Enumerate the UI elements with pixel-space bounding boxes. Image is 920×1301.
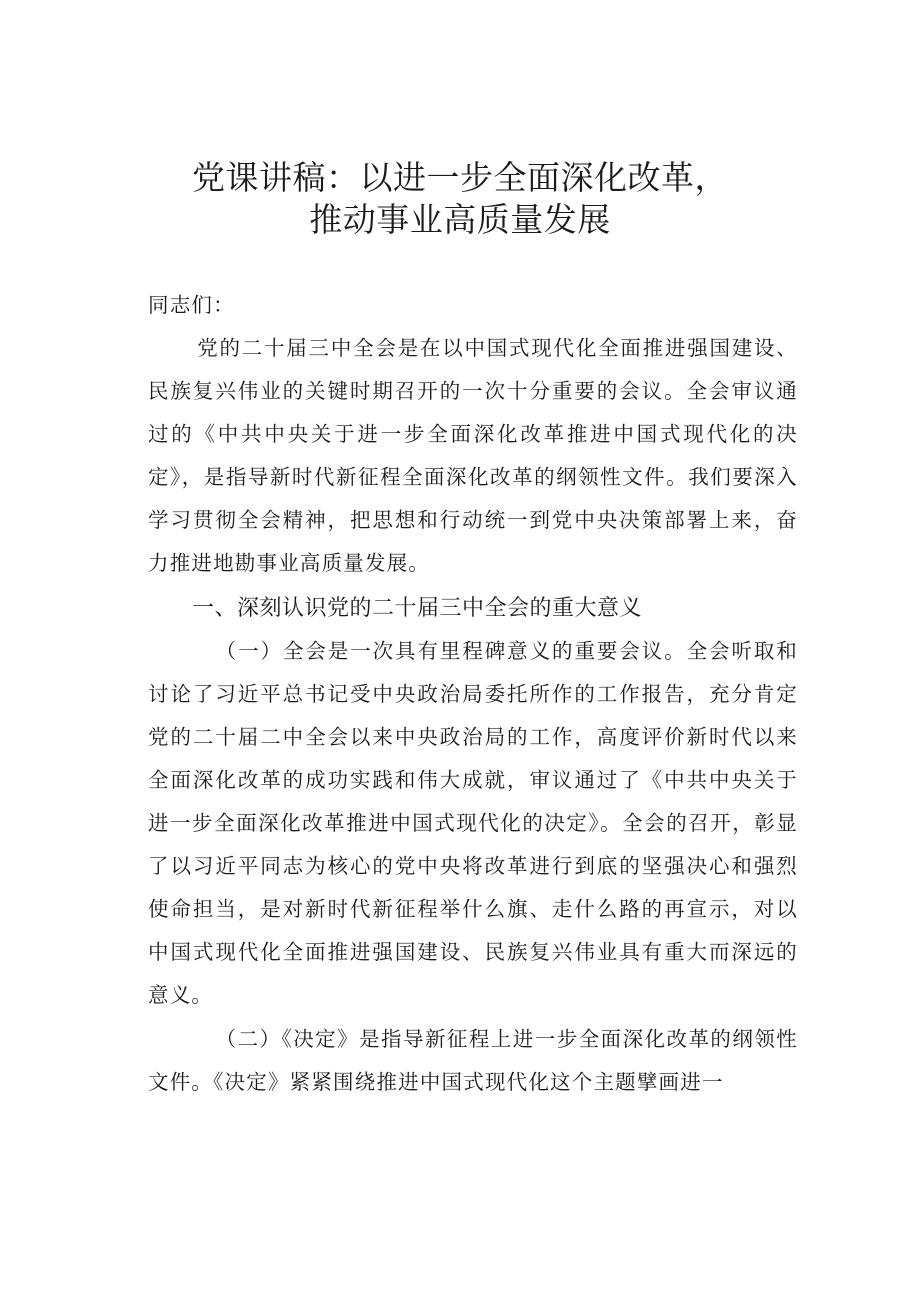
- section-heading-1: 一、深刻认识党的二十届三中全会的重大意义: [192, 596, 643, 621]
- paragraph-2: （二）《决定》是指导新征程上进一步全面深化改革的纲领性文件。《决定》紧紧围绕推进中国式现代化这个主题擘画进一: [148, 1027, 798, 1094]
- paragraph-1: （一）全会是一次具有里程碑意义的重要会议。全会听取和讨论了习近平总书记受中央政治局委托所作的工作报告，充分肯定党的二十届二中全会以来中央政治局的工作，高度评价新时代以来全面深化改革的成功实践和伟大成就，审议通过了《中共中央关于进一步全面深化改革推进中国式现代化的决定》。全会的召开，彰显了以习近平同志为核心的党中央将改革进行到底的坚强决心和强烈使命担当，是对新时代新征程举什么旗、走什么路的再宣示，对以中国式现代化全面推进强国建设、民族复兴伟业具有重大而深远的意义。: [148, 639, 798, 1007]
- document-title-line-2: 推动事业高质量发展: [309, 200, 611, 239]
- document-title-line-1: 党课讲稿：以进一步全面深化改革，: [192, 158, 728, 197]
- salutation: 同志们：: [148, 293, 235, 317]
- intro-paragraph: 党的二十届三中全会是在以中国式现代化全面推进强国建设、民族复兴伟业的关键时期召开的一次十分重要的会议。全会审议通过的《中共中央关于进一步全面深化改革推进中国式现代化的决定》，是指导新时代新征程全面深化改革的纲领性文件。我们要深入学习贯彻全会精神，把思想和行动统一到党中央决策部署上来，奋力推进地勘事业高质量发展。: [148, 336, 798, 575]
